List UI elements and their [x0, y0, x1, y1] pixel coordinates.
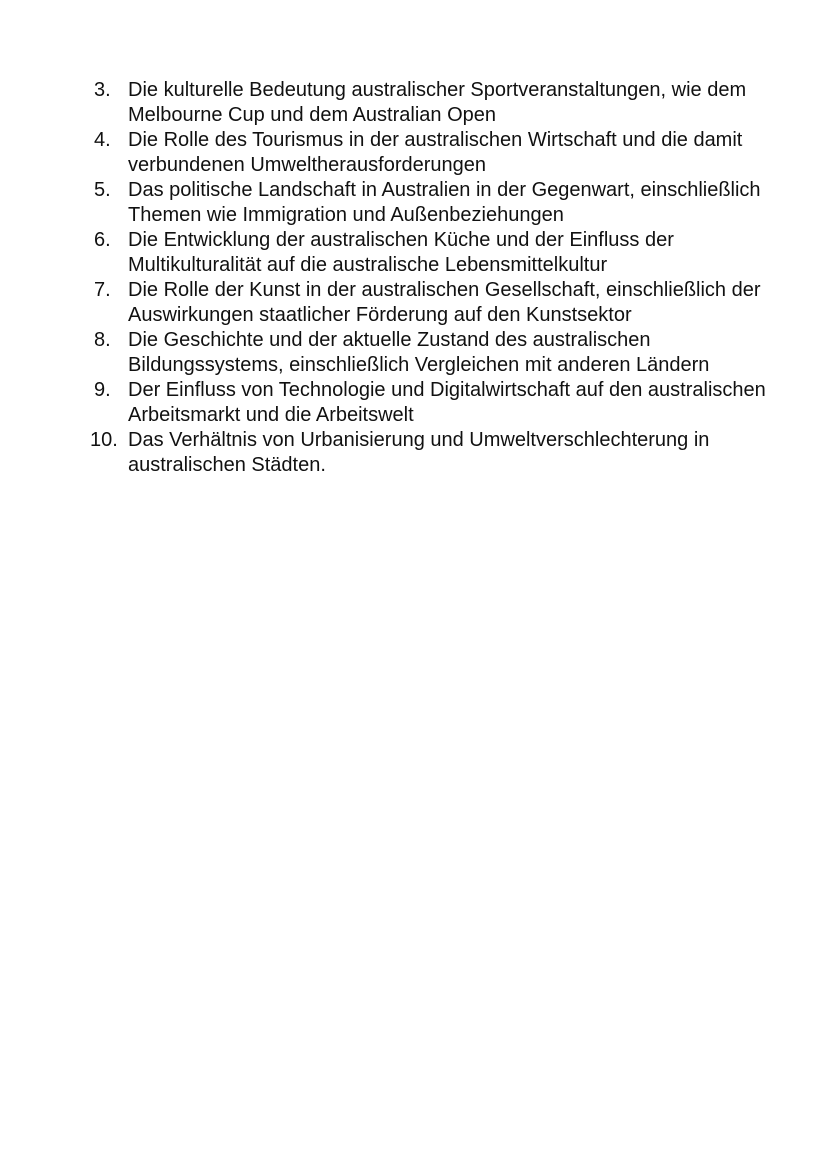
item-number: 6. [94, 229, 111, 251]
topic-list [90, 78, 770, 478]
list-item [90, 228, 770, 278]
list-item [90, 178, 770, 228]
list-item [90, 78, 770, 128]
item-text: Die kulturelle Bedeutung australischer Sportveranstaltungen, wie dem Melbourne Cup und dem Australian Open [128, 79, 747, 126]
list-item [90, 278, 770, 328]
item-number: 4. [94, 129, 111, 151]
list-item [90, 328, 770, 378]
item-text: Das Verhältnis von Urbanisierung und Umweltverschlechterung in australischen Städten. [128, 429, 710, 476]
item-text: Die Rolle der Kunst in der australischen Gesellschaft, einschließlich der Auswirkungen staatlicher Förderung auf den Kunstsektor [128, 279, 761, 326]
list-item [90, 378, 770, 428]
item-number: 9. [94, 379, 111, 401]
item-text: Das politische Landschaft in Australien in der Gegenwart, einschließlich Themen wie Immigration und Außenbeziehungen [128, 179, 761, 226]
item-number: 10. [90, 429, 118, 451]
list-item [90, 128, 770, 178]
item-text: Die Entwicklung der australischen Küche und der Einfluss der Multikulturalität auf die australische Lebensmittelkultur [128, 229, 674, 276]
item-text: Die Geschichte und der aktuelle Zustand des australischen Bildungssystems, einschließlich Vergleichen mit anderen Ländern [128, 329, 710, 376]
item-number: 3. [94, 79, 111, 101]
item-text: Der Einfluss von Technologie und Digitalwirtschaft auf den australischen Arbeitsmarkt und die Arbeitswelt [128, 379, 766, 426]
item-number: 7. [94, 279, 111, 301]
item-text: Die Rolle des Tourismus in der australischen Wirtschaft und die damit verbundenen Umweltherausforderungen [128, 129, 743, 176]
item-number: 5. [94, 179, 111, 201]
item-number: 8. [94, 329, 111, 351]
list-item [90, 428, 770, 478]
